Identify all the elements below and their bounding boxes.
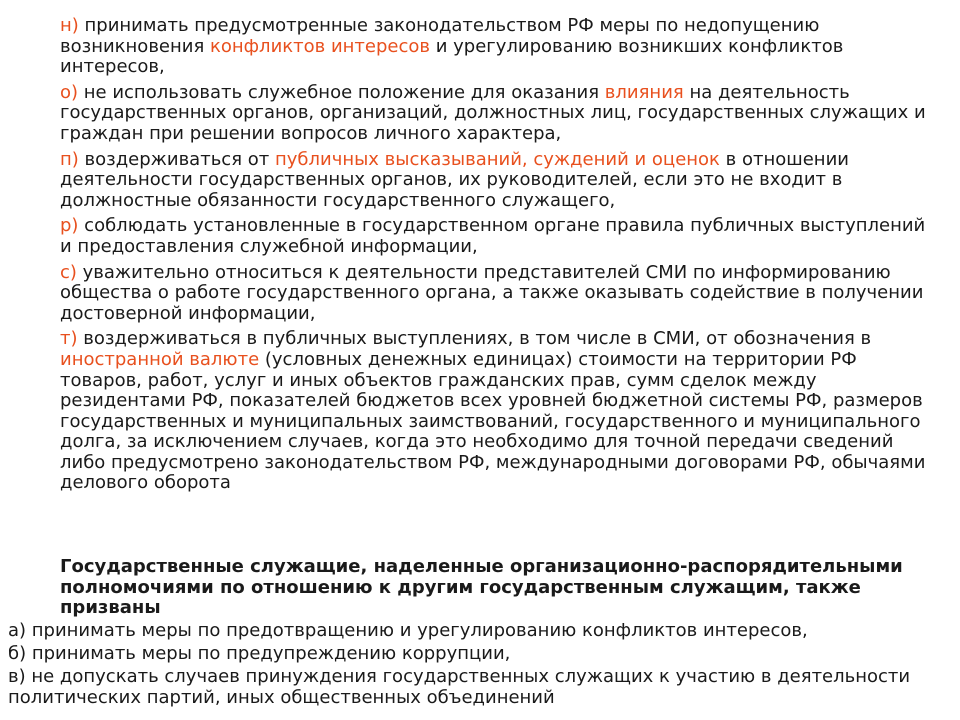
list-item-o bbox=[60, 83, 940, 145]
item-marker: н) bbox=[60, 15, 79, 36]
highlighted-term: влияния bbox=[604, 81, 684, 103]
item-text: воздерживаться в публичных выступлениях, в том числе в СМИ, от обозначения в bbox=[77, 328, 872, 350]
highlighted-term: конфликтов интересов bbox=[210, 35, 431, 57]
item-text: и урегулированию возникших конфликтов интересов, bbox=[60, 35, 844, 78]
item-marker: п) bbox=[60, 148, 79, 170]
duties-list bbox=[60, 16, 940, 499]
highlighted-term: иностранной валюте bbox=[60, 348, 260, 370]
item-marker: т) bbox=[60, 328, 78, 350]
item-marker: р) bbox=[60, 215, 79, 237]
item-text: не использовать служебное положение для оказания bbox=[78, 81, 605, 103]
item-marker: о) bbox=[60, 81, 79, 103]
item-text: на деятельность государственных органов, организаций, должностных лиц, государственных служащих и граждан при решении вопросов личного характера, bbox=[60, 81, 926, 144]
list-item-r bbox=[60, 216, 940, 257]
list-item-p bbox=[60, 150, 940, 212]
item-text: воздерживаться от bbox=[78, 148, 275, 170]
item-text: уважительно относиться к деятельности представителей СМИ по информированию общества о работе государственного органа, а также оказывать содействие в получении достоверной информации, bbox=[60, 261, 924, 324]
highlighted-term: публичных высказываний, суждений и оценок bbox=[274, 148, 720, 170]
item-text: в отношении деятельности государственных органов, их руководителей, если это не входит в должностные обязанности государственного служащего, bbox=[60, 148, 849, 211]
sub-item-b: б) принимать меры по предупреждению коррупции, bbox=[8, 643, 511, 664]
item-text: соблюдать установленные в государственном органе правила публичных выступлений и предоставления служебной информации, bbox=[60, 215, 926, 257]
managers-heading: Государственные служащие, наделенные организационно-распорядительными полномочиями по отношению к другим государственным служащим, также призваны bbox=[60, 556, 903, 619]
sub-item-v: в) не допускать случаев принуждения государственных служащих к участию в деятельности политических партий, иных общественных объединений bbox=[8, 666, 911, 708]
list-item-s bbox=[60, 263, 940, 325]
item-text: (условных денежных единицах) стоимости на территории РФ товаров, работ, услуг и иных объектов гражданских прав, сумм сделок между резидентами РФ, показателей бюджетов всех уровней бюджетной системы РФ, размеров государственных и муниципальных заимствований, государственного и муниципального долга, за исключением случаев, когда это необходимо для точной передачи сведений либо предусмотрено законодательством РФ, международными договорами РФ, обычаями делового оборота bbox=[60, 348, 926, 494]
list-item-t bbox=[60, 329, 940, 494]
item-text: принимать предусмотренные законодательством РФ меры по недопущению возникновения bbox=[60, 15, 820, 57]
sub-item-a: а) принимать меры по предотвращению и урегулированию конфликтов интересов, bbox=[8, 620, 808, 641]
managers-duties-list bbox=[8, 620, 948, 710]
item-marker: с) bbox=[60, 261, 77, 283]
list-item-n bbox=[60, 16, 940, 78]
